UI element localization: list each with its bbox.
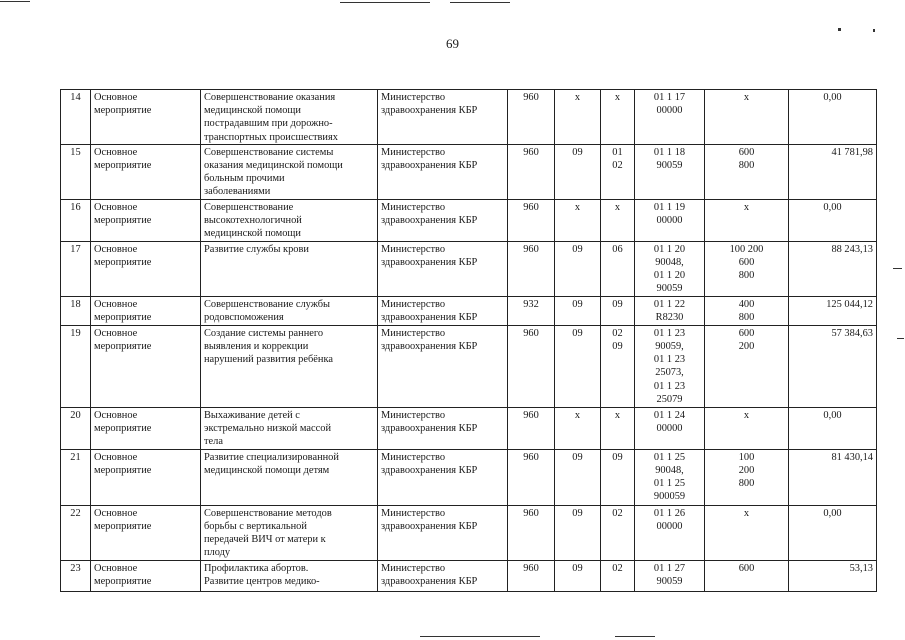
amount: 0,00 <box>789 199 877 241</box>
table-row <box>61 407 877 449</box>
expense-type-code: x <box>705 199 789 241</box>
table-row <box>61 241 877 296</box>
ministry: Министерство здравоохранения КБР <box>378 449 508 505</box>
section-code: x <box>555 199 601 241</box>
activity-title: Развитие службы крови <box>201 241 378 296</box>
amount: 53,13 <box>789 560 877 591</box>
scan-artifact-line <box>897 338 904 339</box>
section-code: 09 <box>555 144 601 199</box>
grbs-code: 960 <box>508 407 555 449</box>
page-number: 69 <box>446 36 459 51</box>
section-code: 09 <box>555 325 601 407</box>
scan-artifact-line <box>0 1 30 2</box>
target-article-code: 01 1 23 90059, 01 1 23 25073, 01 1 23 25079 <box>635 325 705 407</box>
section-code: x <box>555 407 601 449</box>
target-article-code: 01 1 25 90048, 01 1 25 900059 <box>635 449 705 505</box>
ministry: Министерство здравоохранения КБР <box>378 407 508 449</box>
subsection-code: 02 <box>601 560 635 591</box>
expense-type-code: 600 <box>705 560 789 591</box>
amount: 57 384,63 <box>789 325 877 407</box>
section-code: 09 <box>555 296 601 325</box>
expense-type-code: x <box>705 505 789 560</box>
amount: 0,00 <box>789 90 877 145</box>
scan-artifact-dot <box>838 28 841 31</box>
activity-title: Профилактика абортов. Развитие центров медико- <box>201 560 378 591</box>
grbs-code: 960 <box>508 144 555 199</box>
scan-artifact-line <box>893 268 902 269</box>
table-row <box>61 505 877 560</box>
table-body <box>61 90 877 592</box>
ministry: Министерство здравоохранения КБР <box>378 296 508 325</box>
expense-type-code: 100 200 600 800 <box>705 241 789 296</box>
scan-artifact-line <box>450 2 510 3</box>
activity-type: Основное мероприятие <box>91 449 201 505</box>
grbs-code: 960 <box>508 241 555 296</box>
row-number: 14 <box>61 90 91 145</box>
activity-type: Основное мероприятие <box>91 560 201 591</box>
amount: 0,00 <box>789 407 877 449</box>
activity-title: Совершенствование методов борьбы с вертикальной передачей ВИЧ от матери к плоду <box>201 505 378 560</box>
target-article-code: 01 1 19 00000 <box>635 199 705 241</box>
expense-type-code: 400 800 <box>705 296 789 325</box>
section-code: 09 <box>555 560 601 591</box>
table-row <box>61 325 877 407</box>
activity-type: Основное мероприятие <box>91 296 201 325</box>
activity-type: Основное мероприятие <box>91 407 201 449</box>
row-number: 19 <box>61 325 91 407</box>
ministry: Министерство здравоохранения КБР <box>378 560 508 591</box>
target-article-code: 01 1 22 R8230 <box>635 296 705 325</box>
table-row <box>61 296 877 325</box>
ministry: Министерство здравоохранения КБР <box>378 144 508 199</box>
activity-title: Совершенствование высокотехнологичной медицинской помощи <box>201 199 378 241</box>
target-article-code: 01 1 24 00000 <box>635 407 705 449</box>
subsection-code: 06 <box>601 241 635 296</box>
scan-artifact-line <box>420 636 540 637</box>
expense-type-code: 600 200 <box>705 325 789 407</box>
amount: 88 243,13 <box>789 241 877 296</box>
subsection-code: 09 <box>601 449 635 505</box>
subsection-code: x <box>601 407 635 449</box>
table-row <box>61 449 877 505</box>
amount: 41 781,98 <box>789 144 877 199</box>
activity-type: Основное мероприятие <box>91 144 201 199</box>
expense-type-code: x <box>705 90 789 145</box>
subsection-code: 02 <box>601 505 635 560</box>
row-number: 17 <box>61 241 91 296</box>
ministry: Министерство здравоохранения КБР <box>378 325 508 407</box>
program-activities-table <box>60 89 877 592</box>
grbs-code: 960 <box>508 90 555 145</box>
row-number: 20 <box>61 407 91 449</box>
activity-title: Совершенствование службы родовспоможения <box>201 296 378 325</box>
expense-type-code: x <box>705 407 789 449</box>
activity-type: Основное мероприятие <box>91 325 201 407</box>
row-number: 16 <box>61 199 91 241</box>
grbs-code: 960 <box>508 199 555 241</box>
activity-type: Основное мероприятие <box>91 199 201 241</box>
target-article-code: 01 1 27 90059 <box>635 560 705 591</box>
subsection-code: 02 09 <box>601 325 635 407</box>
scan-artifact-line <box>615 636 655 637</box>
section-code: 09 <box>555 505 601 560</box>
table-row <box>61 144 877 199</box>
section-code: x <box>555 90 601 145</box>
subsection-code: 09 <box>601 296 635 325</box>
ministry: Министерство здравоохранения КБР <box>378 505 508 560</box>
activity-title: Совершенствование системы оказания медицинской помощи больным прочими заболеваниями <box>201 144 378 199</box>
row-number: 21 <box>61 449 91 505</box>
subsection-code: x <box>601 90 635 145</box>
row-number: 18 <box>61 296 91 325</box>
target-article-code: 01 1 26 00000 <box>635 505 705 560</box>
scan-artifact-dot <box>873 29 875 32</box>
activity-title: Выхаживание детей с экстремально низкой массой тела <box>201 407 378 449</box>
row-number: 15 <box>61 144 91 199</box>
activity-type: Основное мероприятие <box>91 241 201 296</box>
row-number: 22 <box>61 505 91 560</box>
table-row <box>61 199 877 241</box>
target-article-code: 01 1 20 90048, 01 1 20 90059 <box>635 241 705 296</box>
ministry: Министерство здравоохранения КБР <box>378 241 508 296</box>
grbs-code: 960 <box>508 560 555 591</box>
grbs-code: 932 <box>508 296 555 325</box>
expense-type-code: 600 800 <box>705 144 789 199</box>
activity-title: Совершенствование оказания медицинской помощи пострадавшим при дорожно- транспортных происшествиях <box>201 90 378 145</box>
target-article-code: 01 1 18 90059 <box>635 144 705 199</box>
section-code: 09 <box>555 241 601 296</box>
table-row <box>61 90 877 145</box>
grbs-code: 960 <box>508 505 555 560</box>
amount: 0,00 <box>789 505 877 560</box>
subsection-code: 01 02 <box>601 144 635 199</box>
target-article-code: 01 1 17 00000 <box>635 90 705 145</box>
ministry: Министерство здравоохранения КБР <box>378 199 508 241</box>
grbs-code: 960 <box>508 325 555 407</box>
table-row <box>61 560 877 591</box>
activity-title: Развитие специализированной медицинской помощи детям <box>201 449 378 505</box>
expense-type-code: 100 200 800 <box>705 449 789 505</box>
amount: 81 430,14 <box>789 449 877 505</box>
subsection-code: x <box>601 199 635 241</box>
activity-title: Создание системы раннего выявления и коррекции нарушений развития ребёнка <box>201 325 378 407</box>
amount: 125 044,12 <box>789 296 877 325</box>
section-code: 09 <box>555 449 601 505</box>
activity-type: Основное мероприятие <box>91 505 201 560</box>
scan-artifact-line <box>340 2 430 3</box>
grbs-code: 960 <box>508 449 555 505</box>
ministry: Министерство здравоохранения КБР <box>378 90 508 145</box>
activity-type: Основное мероприятие <box>91 90 201 145</box>
row-number: 23 <box>61 560 91 591</box>
